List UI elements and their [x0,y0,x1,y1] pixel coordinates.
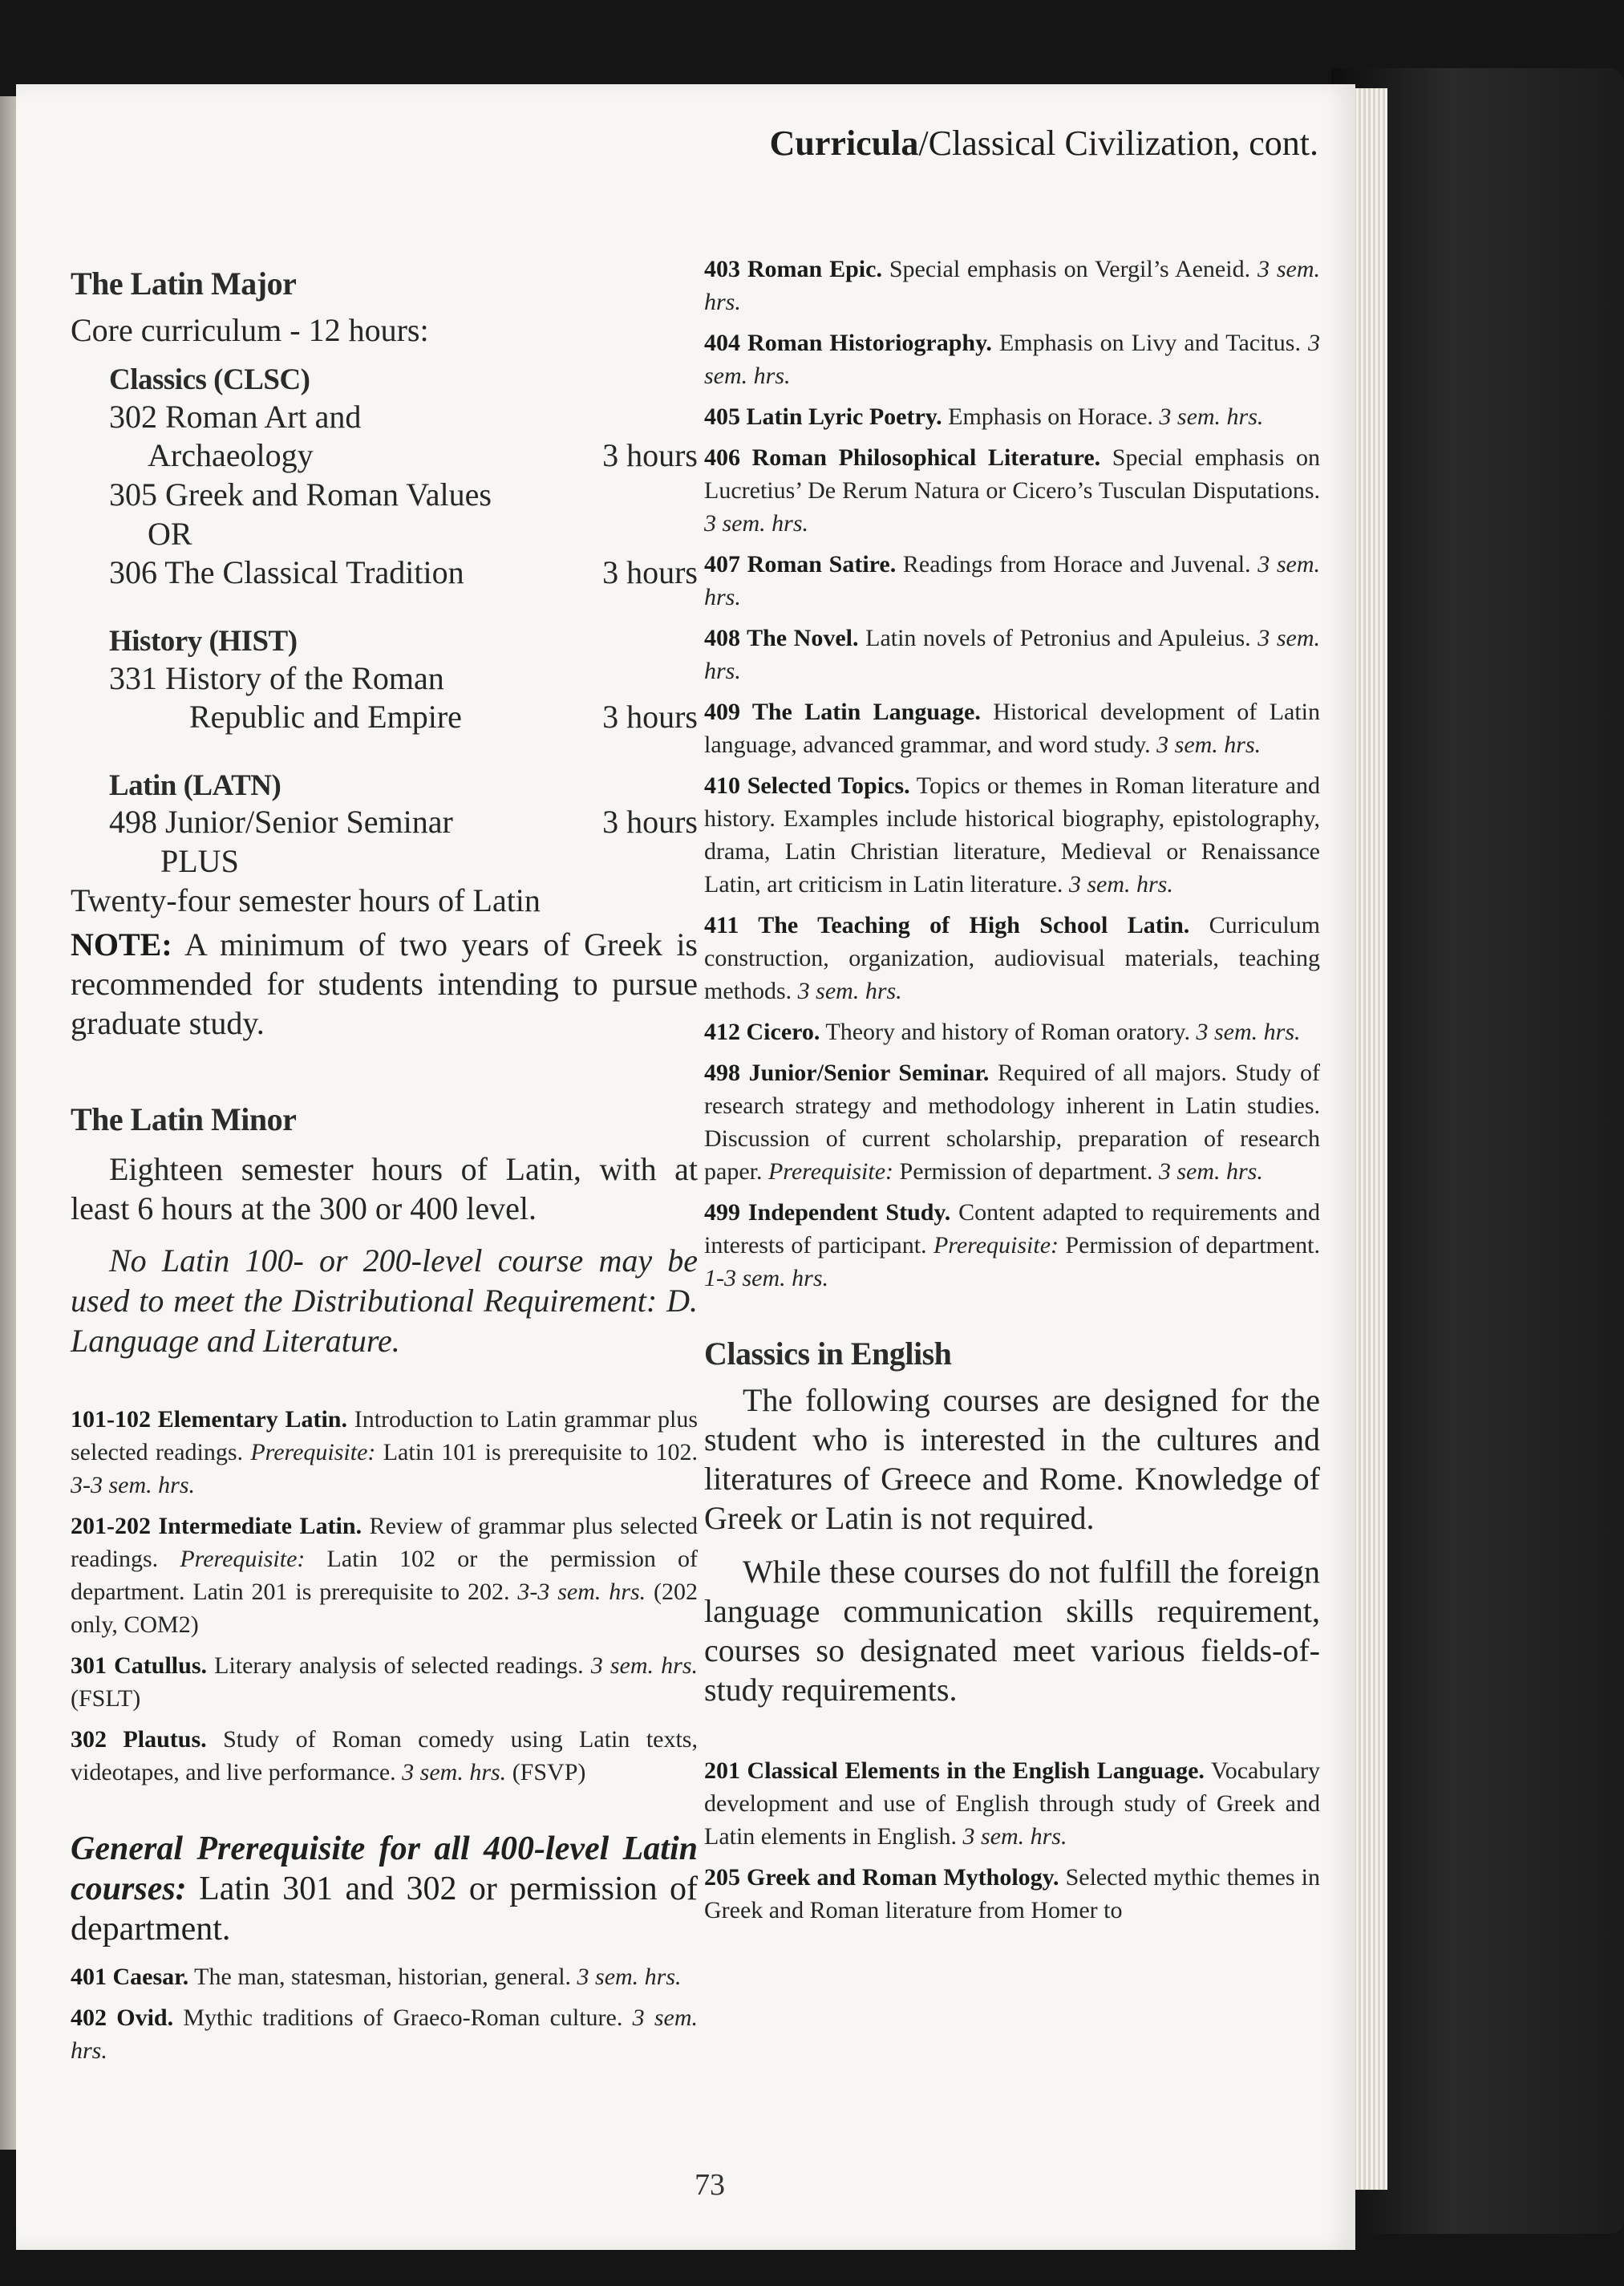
course-title: 403 Roman Epic. [704,256,882,282]
course-hours: 3 sem. hrs. [704,330,1320,389]
course-prerequisite-text: Latin 102 or the permission of department. Latin 201 is prerequisite to 202. [71,1546,698,1605]
latin-minor-note: No Latin 100- or 200-level course may be used to meet the Distributional Requirement: D. Language and Literature. [71,1242,698,1359]
course-306: 306 The Classical Tradition [109,554,464,590]
course-title: 410 Selected Topics. [704,772,910,799]
course-title: 408 The Novel. [704,625,859,651]
course-description: Vocabulary development and use of English through study of Greek and Latin elements in English. [704,1757,1321,1850]
course-hours: 3 sem. hrs. [1158,1158,1263,1185]
course-498-row [109,803,698,841]
course-prerequisite-text: Permission of department. [1059,1232,1320,1259]
course-prerequisite-label: Prerequisite: [933,1232,1059,1259]
course-hours: 3 sem. hrs. [590,1652,698,1679]
plus-label: PLUS [160,843,239,879]
course-498: 498 Junior/Senior Seminar [109,804,453,840]
course-entry [704,1196,1320,1295]
course-title: 402 Ovid. [71,2004,174,2031]
history-heading: History (HIST) [109,625,298,658]
course-title: 409 The Latin Language. [704,699,981,725]
classics-english-courses [704,1754,1320,1927]
course-hours: 3 sem. hrs. [962,1823,1067,1850]
course-entry [704,400,1320,433]
classics-english-note: While these courses do not fulfill the foreign language communication skills requirement, courses so designated meet various fields-of-study requirements. [704,1554,1320,1708]
course-designation: (202 only, COM2) [71,1579,699,1638]
course-hours: 3 sem. hrs. [402,1759,507,1785]
course-description: Selected mythic themes in Greek and Roman literature from Homer to [704,1864,1320,1923]
course-title: 301 Catullus. [71,1652,207,1679]
course-entry [704,1056,1320,1188]
course-entry [71,2001,698,2067]
course-entry [71,1960,698,1993]
course-description: Mythic traditions of Graeco-Roman culture. [173,2004,633,2031]
course-description: Latin novels of Petronius and Apuleius. [858,625,1258,651]
note-label: NOTE: [71,926,172,963]
course-description: Emphasis on Horace. [942,403,1160,430]
upper-division-courses-left [71,1960,698,2067]
course-hours: 3 sem. hrs. [1156,732,1262,758]
course-302-line2: Archaeology [148,437,314,473]
course-entry [704,622,1320,687]
latin-minor-heading: The Latin Minor [71,1101,297,1137]
course-title: 405 Latin Lyric Poetry. [704,403,942,430]
course-title: 302 Plautus. [71,1726,207,1753]
course-description: The man, statesman, historian, general. [188,1964,577,1990]
course-title: 401 Caesar. [71,1964,189,1990]
course-entry [704,253,1320,318]
course-hours: 3 sem. hrs. [704,256,1321,315]
course-prerequisite-text: Permission of department. [893,1158,1159,1185]
course-title: 407 Roman Satire. [704,551,897,578]
course-hours: 3 sem. hrs. [1068,871,1173,898]
latin-major-heading: The Latin Major [71,265,297,302]
course-title: 498 Junior/Senior Seminar. [704,1060,990,1086]
course-title: 201 Classical Elements in the English Language. [704,1757,1205,1784]
course-description: Special emphasis on Vergil’s Aeneid. [881,256,1257,282]
course-prerequisite-text: Latin 101 is prerequisite to 102. [375,1439,698,1465]
course-prerequisite-label: Prerequisite: [250,1439,376,1465]
course-entry [704,909,1320,1007]
course-hours: 3 sem. hrs. [704,551,1320,610]
course-title: 201-202 Intermediate Latin. [71,1513,362,1539]
running-head [770,123,1318,164]
classics-english-intro: The following courses are designed for the student who is interested in the cultures and literatures of Greece and Rome. Knowledge of Greek or Latin is not required. [704,1382,1320,1536]
twentyfour-hours: Twenty-four semester hours of Latin [71,882,541,918]
upper-division-courses-right [704,253,1320,1295]
course-description: Content adapted to requirements and interests of participant. [704,1199,1320,1259]
course-description: Topics or themes in Roman literature and history. Examples include historical biography, epistolography, drama, Latin Christian literature, Medieval or Renaissance Latin, art criticism in Latin literature. [704,772,1320,898]
course-hours: 3 sem. hrs. [704,625,1320,684]
right-column [704,253,1320,1935]
course-302-row [109,436,698,475]
or-label: OR [148,516,192,552]
lower-division-courses [71,1403,698,1789]
course-hours: 1-3 sem. hrs. [704,1265,828,1291]
course-description: Emphasis on Livy and Tacitus. [991,330,1308,356]
course-description: Curriculum construction, organization, audiovisual materials, teaching methods. [704,912,1320,1004]
latin-minor-text: Eighteen semester hours of Latin, with at least 6 hours at the 300 or 400 level. [71,1151,698,1226]
course-description: Introduction to Latin grammar plus selected readings. [71,1406,698,1465]
course-title: 412 Cicero. [704,1019,820,1045]
page-number: 73 [695,2168,725,2202]
course-designation: (FSVP) [506,1759,586,1785]
course-entry [71,1723,698,1789]
general-prerequisite-label: General Prerequisite for all 400-level Latin courses: [71,1830,698,1907]
course-hours: 3 sem. hrs. [71,2004,699,2064]
course-title: 404 Roman Historiography. [704,330,992,356]
course-331-hours: 3 hours [602,699,698,735]
course-331-row [109,698,698,736]
course-entry [704,1861,1320,1927]
course-title: 411 The Teaching of High School Latin. [704,912,1190,938]
course-306-row [109,553,698,592]
course-description: Theory and history of Roman oratory. [820,1019,1197,1045]
course-305: 305 Greek and Roman Values [109,476,492,513]
course-entry [71,1649,698,1715]
course-title: 406 Roman Philosophical Literature. [704,444,1101,471]
course-hours: 3-3 sem. hrs. [71,1472,195,1498]
catalog-page [16,84,1355,2250]
course-entry [704,326,1320,392]
course-hours: 3 sem. hrs. [797,978,902,1004]
course-302-hours: 3 hours [602,437,698,473]
course-title: 499 Independent Study. [704,1199,951,1226]
course-entry [704,441,1320,540]
course-prerequisite-label: Prerequisite: [767,1158,894,1185]
course-hours: 3 sem. hrs. [1196,1019,1301,1045]
course-331-line1: 331 History of the Roman [109,660,444,696]
course-hours: 3 sem. hrs. [1159,403,1264,430]
course-description: Literary analysis of selected readings. [207,1652,591,1679]
latin-heading: Latin (LATN) [109,769,281,802]
course-title: 205 Greek and Roman Mythology. [704,1864,1059,1891]
course-description: Special emphasis on Lucretius’ De Rerum Natura or Cicero’s Tusculan Disputations. [704,444,1321,504]
course-designation: (FSLT) [71,1685,141,1712]
left-column [71,265,698,2075]
course-entry [704,695,1320,761]
course-description: Readings from Horace and Juvenal. [896,551,1258,578]
course-entry [704,548,1320,614]
course-498-hours: 3 hours [602,804,698,840]
classics-english-heading: Classics in English [704,1336,952,1372]
course-description: Review of grammar plus selected readings. [71,1513,698,1572]
course-description: Study of Roman comedy using Latin texts, videotapes, and live performance. [71,1726,698,1785]
course-prerequisite-label: Prerequisite: [180,1546,306,1572]
general-prerequisite [71,1829,698,1949]
core-curriculum: Core curriculum - 12 hours: [71,312,429,348]
running-head-section: Curricula [769,124,919,163]
note-text: A minimum of two years of Greek is recommended for students intending to pursue graduate study. [71,926,698,1041]
course-306-hours: 3 hours [602,554,698,590]
course-entry [71,1510,698,1641]
classics-heading: Classics (CLSC) [109,363,310,396]
course-331-line2: Republic and Empire [189,699,462,735]
running-head-subtitle: /Classical Civilization, cont. [918,124,1318,163]
course-description: Historical development of Latin language, advanced grammar, and word study. [704,699,1320,758]
course-entry [704,1754,1320,1853]
course-description: Required of all majors. Study of research strategy and methodology inherent in Latin studies. Discussion of current scholarship, preparation of research paper. [704,1060,1320,1185]
course-hours: 3-3 sem. hrs. [517,1579,646,1605]
general-prerequisite-text: Latin 301 and 302 or permission of department. [71,1871,698,1948]
course-hours: 3 sem. hrs. [704,510,809,537]
course-hours: 3 sem. hrs. [577,1964,682,1990]
course-entry [704,769,1320,901]
course-entry [704,1015,1320,1048]
major-note [71,925,698,1043]
course-title: 101-102 Elementary Latin. [71,1406,347,1433]
course-entry [71,1403,698,1502]
core-requirements [71,363,698,881]
course-302-line1: 302 Roman Art and [109,399,362,435]
